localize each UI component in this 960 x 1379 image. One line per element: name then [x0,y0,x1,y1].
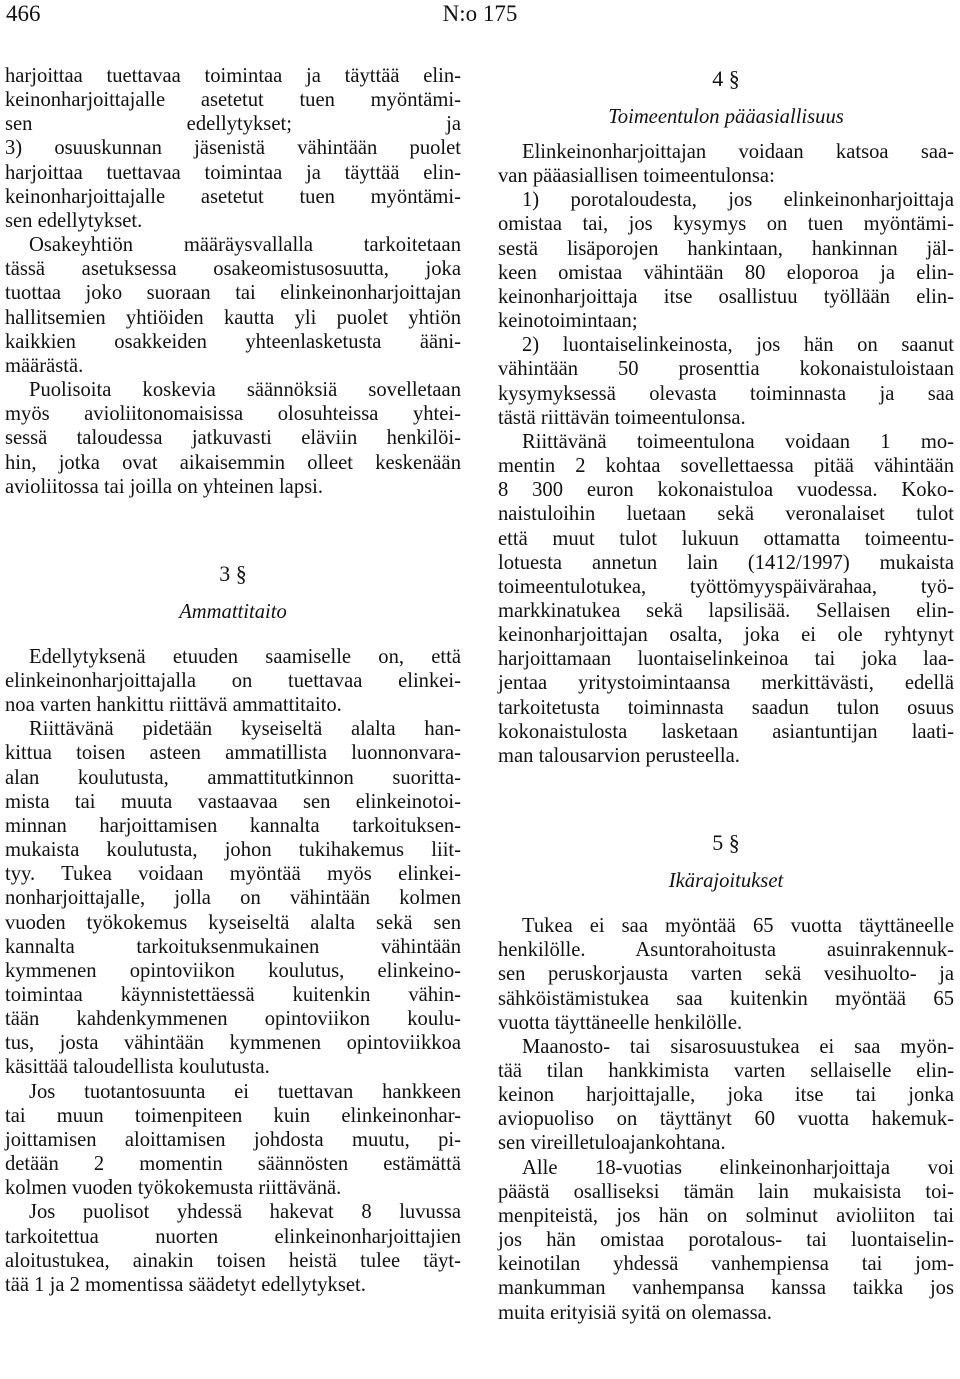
section-title: Ikärajoitukset [668,870,784,893]
text-line: Osakeyhtiön määräysvallalla tarkoitetaan [29,234,461,257]
text-line: tus, josta vähintään kymmenen opintoviikkoa [5,1032,461,1055]
text-line: tästä riittävän toimeentulonsa. [498,406,746,429]
text-line: vuoden työkokemus kyseiseltä alalta sekä sen [5,911,461,934]
issue-number: N:o 175 [442,1,518,26]
page-header [0,0,960,30]
text-line: keinon harjoittajalle, joka itse tai jonka [498,1084,954,1107]
text-line: keinonharjoittajalle asetetut tuen myöntämi- [5,89,461,112]
text-line: kolmen vuoden työkokemusta riittävänä. [5,1177,342,1200]
text-line: sessä taloudessa jatkuvasti eläviin henkilöi- [5,427,461,450]
section-title: Toimeentulon pääasiallisuus [608,106,844,128]
text-line: tarkoitetusta toiminnasta saadun tulon osuus [498,696,954,719]
text-line: määrästä. [5,354,84,377]
text-line: tai muun toimenpiteen kuin elinkeinonhar- [5,1104,461,1127]
paragraph [498,1035,954,1156]
text-line: hin, jotka ovat aikaisemmin olleet keskenään [5,451,461,474]
text-line: jentaa yritystoimintaansa merkittävästi, edellä [498,672,954,695]
text-line: minnan harjoittamisen kannalta tarkoituksen- [5,814,461,837]
text-line: detään 2 momentin säännösten estämättä [5,1153,461,1176]
paragraph [498,140,954,188]
text-line: että muut tulot lukuun ottamatta toimeentu- [498,527,954,550]
text-line: henkilölle. Asuntorahoitusta asuinrakennuk- [498,939,954,962]
text-line: Puolisoita koskevia säännöksiä sovelletaan [29,379,461,402]
text-line: tää tilan hankkimista varten sellaiselle elin- [498,1060,954,1082]
text-line: keen omistaa vähintään 80 eloporoa ja elin- [498,261,954,284]
text-line: mukaista koulutusta, johon tukihakemus liit- [5,839,461,862]
paragraph [5,64,461,233]
text-line: keinonharjoittaja itse osallistuu työllään elin- [498,285,954,308]
text-line: tarkoitettua nuorten elinkeinonharjoittajien [5,1225,461,1248]
text-line: sen edellytykset; ja [5,113,461,136]
text-line: sestä lisäporojen hankintaan, hankinnan jäl- [498,237,954,260]
text-line: lotuesta annetun lain (1412/1997) mukaista [498,551,954,574]
paragraph [5,1080,461,1201]
text-line: 1) porotaloudesta, jos elinkeinonharjoittaja [522,189,954,212]
paragraph [498,188,954,333]
spacer [498,894,954,914]
text-line: keinonharjoittajalle asetetut tuen myöntämi- [5,185,461,208]
section-number: 3 § [219,560,247,586]
text-line: elinkeinonharjoittajalla on tuettavaa elinkei- [5,669,461,692]
text-line: harjoittaa tuettavaa toimintaa ja täyttää elin- [5,65,461,87]
text-line: keinonharjoittajan osalta, joka ei ole ryhtynyt [498,624,954,647]
paragraph [498,430,954,768]
paragraph [5,233,461,378]
text-line: nonharjoittajalle, jolla on vähintään kolmen [5,887,461,910]
text-line: Jos tuotantosuunta ei tuettavan hankkeen [29,1080,461,1103]
text-line: harjoittaa tuettavaa toimintaa ja täyttää elin- [5,161,461,184]
text-line: kysymyksessä olevasta toiminnasta ja saa [498,382,954,405]
text-line: keinotoimintaan; [498,310,638,333]
text-line: Riittävänä toimeentulona voidaan 1 mo- [522,430,954,453]
text-line: Alle 18-vuotias elinkeinonharjoittaja voi [522,1156,954,1179]
spacer [5,625,461,645]
text-line: toimintaa käynnistettäessä kuitenkin vähin- [5,984,461,1006]
text-line: avioliitossa tai joilla on yhteinen lapsi. [5,475,324,498]
text-line: aviopuoliso on täyttänyt 60 vuotta hakemuk- [498,1108,954,1131]
text-line: mista tai muuta vastaavaa sen elinkeinotoi- [5,790,461,813]
text-line: markkinatukea sekä lapsilisää. Sellaisen elin- [498,599,954,622]
paragraph [5,717,461,1079]
paragraph [5,378,461,499]
spacer [5,499,461,559]
text-line: kittua toisen asteen ammatillista luonnonvara- [5,742,461,765]
text-line: sen edellytykset. [5,209,143,232]
text-line: toimeentulotukea, työttömyyspäivärahaa, työ- [498,575,954,598]
text-line: Edellytyksenä etuuden saamiselle on, että [29,645,461,668]
paragraph [498,333,954,430]
text-line: tää 1 ja 2 momentissa säädetyt edellytykset. [5,1273,366,1296]
text-line: tyy. Tukea voidaan myöntää myös elinkei- [5,863,461,886]
text-line: sähköistämistukea saa kuitenkin myöntää 65 [498,987,954,1010]
spacer [5,589,461,599]
text-line: Jos puolisot yhdessä hakevat 8 luvussa [29,1201,461,1224]
text-line: naistuloihin luetaan sekä veronalaiset tulot [498,503,954,526]
paragraph [5,1200,461,1297]
text-line: joittamisen aloittamisen johdosta muutu, pi- [5,1128,461,1151]
text-line: noa varten hankittu riittävä ammattitaito. [5,694,342,717]
text-line: menpiteistä, jos hän on solminut avioliiton tai [498,1204,954,1227]
left-column [5,64,461,1297]
text-line: myös avioliitonomaisissa olosuhteissa yhtei- [5,403,461,426]
text-line: hallitsemien yhtiöiden kautta yli puolet yhtiön [5,306,461,329]
text-line: harjoittamaan luontaiselinkeinoa tai joka laa- [498,648,954,671]
right-column [498,64,954,1325]
text-line: man talousarvion perusteella. [498,744,740,767]
text-line: 8 300 euron kokonaistuloa vuodessa. Koko- [498,479,954,502]
text-line: Riittävänä pidetään kyseiseltä alalta han- [29,718,461,741]
text-line: keinotilan yhdessä vanhempiensa tai jom- [498,1253,954,1276]
section-title: Ammattitaito [179,600,287,623]
text-line: 2) luontaiselinkeinosta, jos hän on saanut [522,334,954,357]
text-line: aloitustukea, ainakin toisen heistä tulee täyt- [5,1249,461,1272]
text-line: käsittää taloudellista koulutusta. [5,1056,270,1079]
text-line: tuottaa joko suoraan tai elinkeinonharjoittajan [5,282,461,305]
text-line: tään kahdenkymmenen opintoviikon koulu- [5,1008,461,1031]
text-line: alan koulutusta, ammattitutkinnon suoritta- [5,766,461,789]
text-line: sen peruskorjausta varten sekä vesihuolto- ja [498,963,954,986]
paragraph [5,645,461,717]
text-line: kymmenen opintoviikon koulutus, elinkeino- [5,959,461,982]
section-number: 4 § [712,66,740,91]
page-number: 466 [6,1,41,26]
spacer [498,94,954,104]
text-line: kaikkien osakkeiden yhteenlasketusta ääni- [5,330,461,353]
section-number: 5 § [712,830,740,856]
text-line: Tukea ei saa myöntää 65 vuotta täyttäneelle [522,915,954,938]
text-line: mankumman vanhempansa kanssa taikka jos [498,1277,954,1300]
spacer [498,130,954,140]
text-line: päästä osalliseksi tämän lain mukaisista toi- [498,1180,954,1203]
text-line: Elinkeinonharjoittajan voidaan katsoa saa- [522,141,954,163]
paragraph [498,1156,954,1325]
text-line: kannalta tarkoituksenmukainen vähintään [5,935,461,958]
text-line: van pääasiallisen toimeentulonsa: [498,165,775,188]
text-line: jos hän omistaa porotalous- tai luontaiselin- [498,1229,954,1252]
text-line: vähintään 50 prosenttia kokonaistuloistaan [498,358,954,381]
text-line: muita erityisiä syitä on olemassa. [498,1301,772,1324]
spacer [498,858,954,868]
text-line: 3) osuuskunnan jäsenistä vähintään puolet [5,137,461,160]
paragraph [498,914,954,1035]
text-line: sen vireilletuloajankohtana. [498,1132,726,1155]
text-line: tässä asetuksessa osakeomistusosuutta, joka [5,258,461,281]
text-line: vuotta täyttäneelle henkilölle. [498,1011,743,1034]
text-line: omistaa tai, jos kysymys on tuen myöntämi- [498,213,954,236]
text-line: Maanosto- tai sisarosuustukea ei saa myön- [522,1035,954,1058]
text-line: kokonaistulosta lasketaan asiantuntijan laati- [498,720,954,743]
spacer [498,768,954,828]
text-line: mentin 2 kohtaa sovellettaessa pitää vähintään [498,455,954,478]
